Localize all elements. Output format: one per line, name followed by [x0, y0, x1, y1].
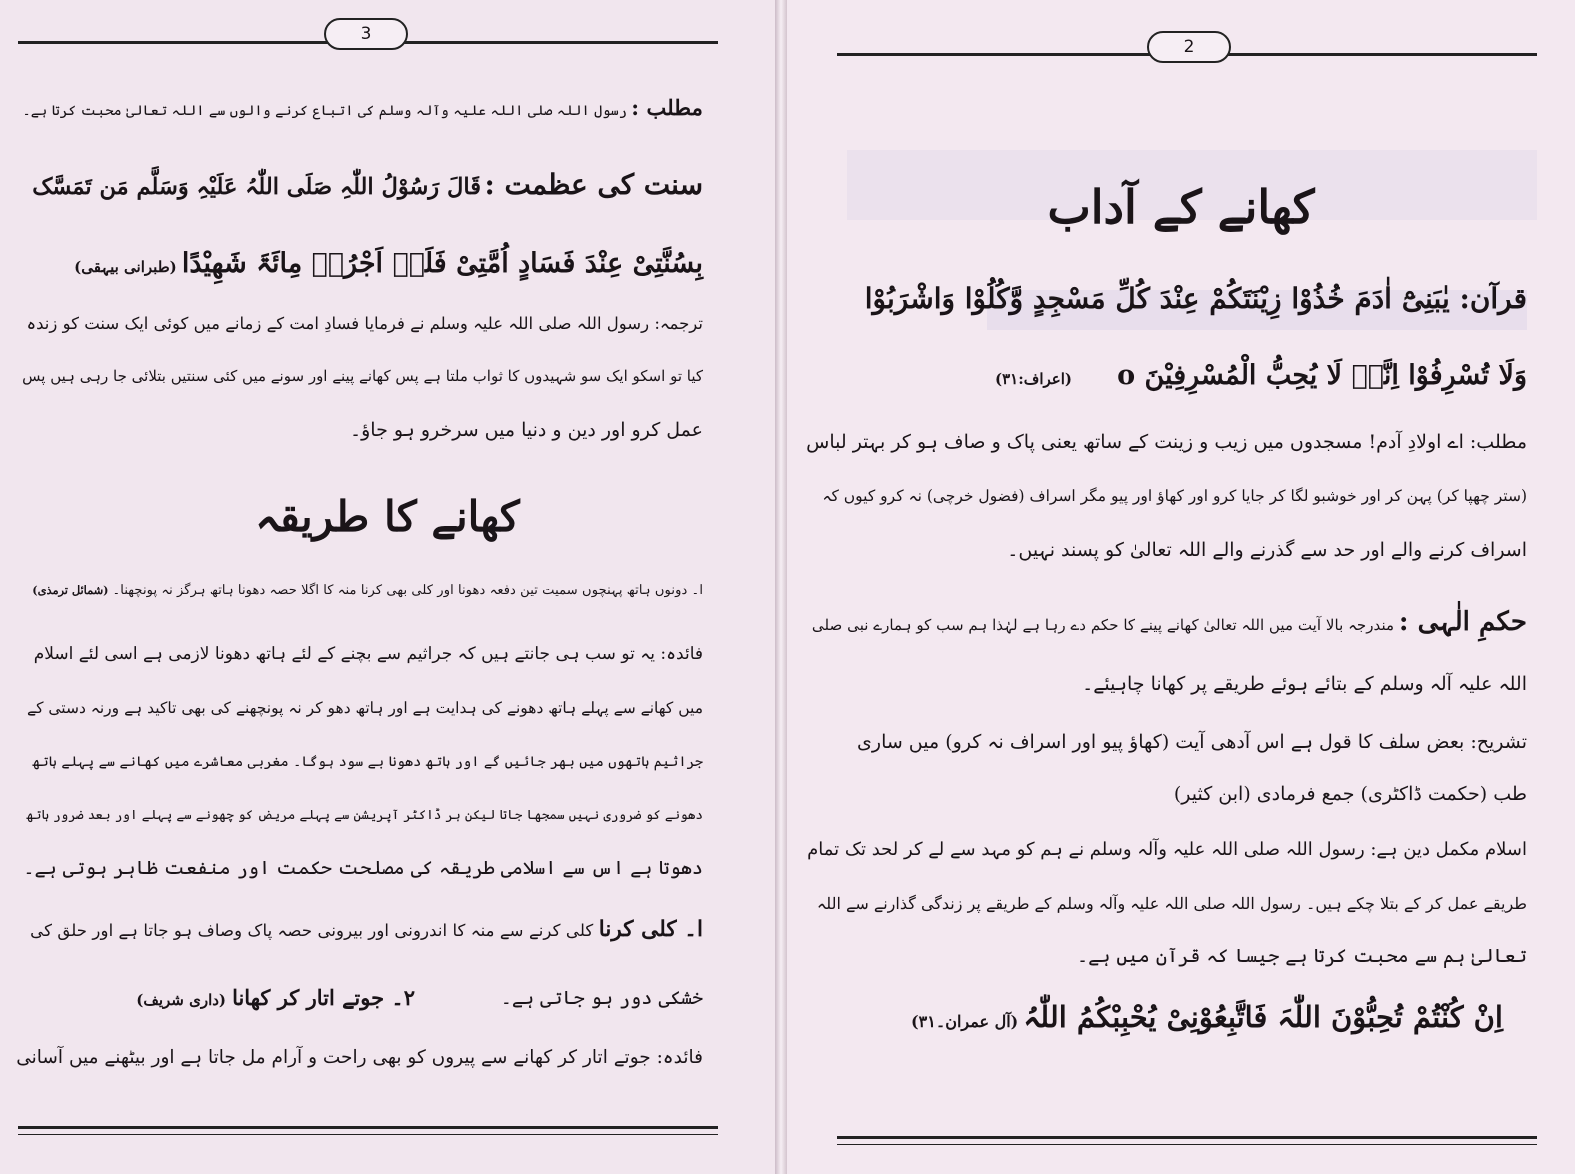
hukm-line-1: مندرجہ بالا آیت میں اللہ تعالیٰ کھانے پینے کا حکم دے رہا ہے لہٰذا ہم سب کو ہمارے نبی صلی	[811, 616, 1395, 634]
quran-line-2-row	[995, 360, 1527, 391]
page-number: 2	[1147, 31, 1231, 63]
quran-line-1: قرآن: یٰبَنِیْٓ اٰدَمَ خُذُوْا زِیْنَتَکُمْ عِنْدَ کُلِّ مَسْجِدٍ وَّکُلُوْا وَاشْرَبُوْا	[864, 282, 1527, 315]
left-page	[0, 0, 775, 1174]
point-2: ۲۔ جوتے اتار کر کھانا	[232, 985, 415, 1010]
ayah: اِنْ کُنْتُمْ تُحِبُّوْنَ اللّٰہَ فَاتَّبِعُوْنِیْ یُحْبِبْکُمُ اللّٰہُ	[1023, 1000, 1503, 1034]
matlab-text: رسول اللہ صلی اللہ علیہ وآلہ وسلم کی اتباع کرنے والوں سے اللہ تعالیٰ محبت کرتا ہے۔	[22, 103, 627, 119]
page-number: 3	[324, 18, 408, 50]
bottom-rule-thin	[837, 1144, 1537, 1145]
page-title: کھانے کے آداب	[1047, 180, 1315, 234]
islam-line-1: اسلام مکمل دین ہے: رسول اللہ صلی اللہ علیہ وآلہ وسلم نے ہم کو مہد سے لے کر لحد تک تمام	[807, 839, 1527, 860]
quran-ref: (اعراف:۳۱)	[995, 370, 1072, 388]
hukm-line-2: اللہ علیہ آلہ وسلم کے بتائے ہوئے طریقے پر کھانا چاہیئے۔	[1082, 673, 1527, 695]
book-gutter	[775, 0, 787, 1174]
matlab-label: مطلب :	[631, 95, 703, 120]
quran-line-2: وَلَا تُسْرِفُوْا اِنَّہٗ لَا یُحِبُّ الْمُسْرِفِیْنَ o	[1117, 360, 1527, 391]
tarjuma-line-1: ترجمہ: رسول اللہ صلی اللہ علیہ وسلم نے فرمایا فسادِ امت کے زمانے میں کوئی ایک سنت کو زندہ	[26, 314, 703, 333]
kulli-row	[30, 910, 703, 951]
islam-line-2: طریقے عمل کر کے بتلا چکے ہیں۔ رسول اللہ صلی اللہ علیہ وآلہ وسلم کے طریقے پر زندگی گذارنے سے اللہ	[816, 894, 1527, 913]
kulli-line-1: کلی کرنے سے منہ کا اندرونی اور بیرونی حصہ پاک وصاف ہو جاتا ہے اور حلق کی	[30, 920, 594, 940]
bottom-rule	[837, 1136, 1537, 1139]
hukm-label: حکمِ الٰہی :	[1398, 606, 1527, 637]
hukm-row	[812, 602, 1527, 645]
hadith-line-2: بِسُنَّتِیْ عِنْدَ فَسَادٍ اُمَّتِیْ فَلَہٗ اَجْرُہٗ مِائَۃَ شَھِیْدًا	[181, 248, 703, 279]
sunnat-heading: سنت کی عظمت :	[484, 168, 703, 201]
kulli-label: ا۔ کلی کرنا	[598, 917, 703, 942]
sunnat-line	[32, 168, 703, 201]
bottom-rule	[18, 1126, 718, 1129]
point-2-row	[136, 978, 415, 1020]
bottom-rule-thin	[18, 1134, 718, 1135]
islam-line-3: تعالیٰ ہم سے محبت کرتا ہے جیسا کہ قرآن میں ہے۔	[1076, 945, 1527, 967]
tarjuma-line-3: عمل کرو اور دین و دنیا میں سرخرو ہو جاؤ۔	[349, 419, 703, 441]
matlab-line-2: (ستر چھپا کر) پہن کر اور خوشبو لگا کر جایا کرو اور کھاؤ اور پیو مگر اسراف (فضول خرچی) نہ کرو کیوں کہ	[822, 487, 1527, 505]
hadith-line-2-row	[74, 248, 703, 279]
ayah-row	[911, 1000, 1503, 1034]
faida-1-line-5: دھوتا ہے اس سے اسلامی طریقہ کی مصلحت حکمت اور منفعت ظاہر ہوتی ہے۔	[23, 857, 703, 879]
tashreeh-line-2: طب (حکمت ڈاکٹری) جمع فرمادی (ابن کثیر)	[1173, 783, 1527, 805]
point-1-ref: (شمائل ترمذی)	[32, 583, 109, 597]
hadith-line-1: قَالَ رَسُوْلُ اللّٰہِ صَلَی اللّٰہُ عَلَیْہِ وَسَلَّم مَن تَمَسَّک	[32, 174, 481, 200]
tarjuma-line-2: کیا تو اسکو ایک سو شہیدوں کا ثواب ملتا ہے پس کھانے پینے اور سونے میں کئی سنتیں بتلائی جا رہی ہیں پس	[22, 367, 703, 385]
matlab-line-3: اسراف کرنے والے اور حد سے گذرنے والے اللہ تعالیٰ کو پسند نہیں۔	[1007, 539, 1527, 561]
faida-1-line-2: میں کھانے سے پہلے ہاتھ دھونے کی ہدایت ہے اور ہاتھ دھو کر نہ پونچھنے کی بھی تاکید ہے ورنہ دستی کے	[26, 699, 703, 717]
kulli-line-2-row	[501, 978, 703, 1018]
kulli-line-2: خشکی دور ہو جاتی ہے۔	[500, 987, 703, 1009]
faida-1-line-1: فائدہ: یہ تو سب ہی جانتے ہیں کہ جراثیم سے بچنے کے لئے ہاتھ دھونا لازمی ہے اسی لئے اسلام	[33, 644, 703, 664]
point-1-row	[32, 570, 703, 611]
matlab-line	[23, 88, 703, 131]
faida-1-line-3: جراثیم ہاتھوں میں بھر جائیں گے اور ہاتھ دھونا بے سود ہوگا۔ مغربی معاشرے میں کھانے سے پہلے ہاتھ	[32, 754, 703, 770]
point-2-ref: (داری شریف)	[136, 991, 227, 1009]
ayah-ref: (آل عمران۔۳۱)	[911, 1012, 1019, 1031]
right-page	[787, 0, 1575, 1174]
hadith-ref: (طبرانی بیہقی)	[74, 258, 177, 276]
matlab-line-1: مطلب: اے اولادِ آدم! مسجدوں میں زیب و زینت کے ساتھ یعنی پاک و صاف ہو کر بہتر لباس	[806, 431, 1527, 453]
tashreeh-line-1: تشریح: بعض سلف کا قول ہے اس آدھی آیت (کھاؤ پیو اور اسراف نہ کرو) میں ساری	[857, 731, 1527, 753]
point-1: ا۔ دونوں ہاتھ پہنچوں سمیت تین دفعہ دھونا اور کلی بھی کرنا منہ کا اگلا حصہ دھونا ہاتھ ہرگز نہ پونچھنا۔	[112, 583, 703, 598]
faida-2: فائدہ: جوتے اتار کر کھانے سے پیروں کو بھی راحت و آرام مل جاتا ہے اور بیٹھنے میں آسانی	[16, 1047, 703, 1068]
method-heading: کھانے کا طریقہ	[255, 492, 520, 541]
faida-1-line-4: دھونے کو ضروری نہیں سمجھا جاتا لیکن ہر ڈاکٹر آپریشن سے پہلے مریض کو چھونے سے پہلے اور بعد ضرور ہاتھ	[26, 808, 703, 823]
